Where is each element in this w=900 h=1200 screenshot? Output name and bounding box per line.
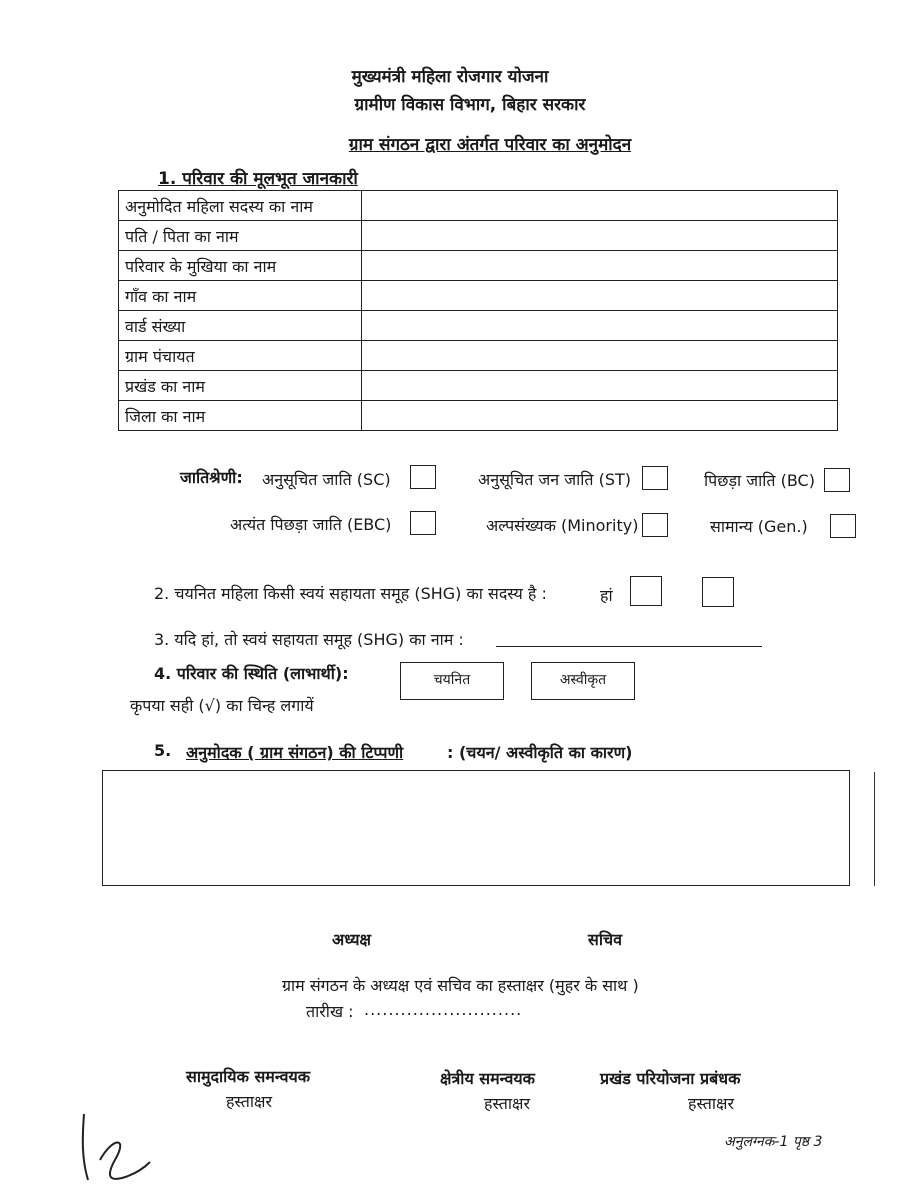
caste-label: जातिश्रेणी: (180, 468, 243, 487)
row-value-field[interactable] (362, 251, 838, 281)
st-checkbox[interactable] (642, 466, 668, 490)
secretary-label: सचिव (588, 930, 623, 949)
row-value-field[interactable] (362, 191, 838, 221)
caste-option-minority: अल्पसंख्यक (Minority) (486, 516, 639, 535)
shg-member-question: 2. चयनित महिला किसी स्वयं सहायता समूह (SHG) का सदस्य है : (154, 584, 547, 603)
status-rejected-label: अस्वीकृत (559, 672, 607, 688)
caste-option-ebc: अत्यंत पिछड़ा जाति (EBC) (230, 515, 392, 534)
table-row (119, 221, 838, 251)
row-label: पति / पिता का नाम (119, 221, 362, 251)
minority-checkbox[interactable] (642, 513, 668, 537)
shg-no-checkbox[interactable] (702, 577, 734, 607)
row-value-field[interactable] (362, 281, 838, 311)
department-title: ग्रामीण विकास विभाग, बिहार सरकार (354, 95, 586, 115)
sc-checkbox[interactable] (410, 465, 436, 489)
comment-number: 5. (154, 741, 172, 760)
caste-option-st: अनुसूचित जन जाति (ST) (478, 470, 632, 489)
shg-name-question: 3. यदि हां, तो स्वयं सहायता समूह (SHG) का नाम : (154, 630, 464, 649)
row-label: प्रखंड का नाम (119, 371, 362, 401)
row-label: अनुमोदित महिला सदस्य का नाम (119, 191, 362, 221)
signature-caption: ग्राम संगठन के अध्यक्ष एवं सचिव का हस्ताक्षर (मुहर के साथ ) (282, 976, 639, 995)
family-status-heading: 4. परिवार की स्थिति (लाभार्थी): (154, 664, 349, 683)
community-coordinator-signature: हस्ताक्षर (226, 1092, 273, 1111)
row-label: वार्ड संख्या (119, 311, 362, 341)
shg-name-line[interactable] (496, 646, 762, 647)
handwritten-signature (70, 1110, 160, 1190)
table-row (119, 251, 838, 281)
table-row (119, 341, 838, 371)
status-selected-label: चयनित (433, 672, 471, 688)
row-label: जिला का नाम (119, 401, 362, 431)
comment-heading: अनुमोदक ( ग्राम संगठन) की टिप्पणी (186, 743, 404, 762)
row-label: परिवार के मुखिया का नाम (119, 251, 362, 281)
caste-option-gen: सामान्य (Gen.) (710, 517, 808, 536)
ebc-checkbox[interactable] (410, 511, 436, 535)
caste-option-bc: पिछड़ा जाति (BC) (704, 471, 815, 490)
table-row (119, 401, 838, 431)
row-value-field[interactable] (362, 311, 838, 341)
area-coordinator-title: क्षेत्रीय समन्वयक (440, 1069, 535, 1088)
comment-textarea[interactable] (102, 770, 850, 886)
table-row (119, 371, 838, 401)
shg-yes-label: हां (600, 586, 613, 605)
row-value-field[interactable] (362, 371, 838, 401)
table-row (119, 311, 838, 341)
shg-yes-checkbox[interactable] (630, 576, 662, 606)
comment-suffix: : (चयन/ अस्वीकृति का कारण) (447, 743, 633, 762)
status-selected-button[interactable] (400, 662, 504, 700)
scheme-title: मुख्यमंत्री महिला रोजगार योजना (351, 67, 549, 87)
margin-mark (874, 772, 875, 886)
row-label: गाँव का नाम (119, 281, 362, 311)
block-manager-signature: हस्ताक्षर (688, 1094, 735, 1113)
family-info-table (118, 190, 838, 431)
date-field[interactable]: .......................... (364, 1000, 523, 1019)
community-coordinator-title: सामुदायिक समन्वयक (186, 1067, 311, 1086)
row-value-field[interactable] (362, 401, 838, 431)
row-label: ग्राम पंचायत (119, 341, 362, 371)
president-label: अध्यक्ष (332, 930, 371, 949)
form-title: ग्राम संगठन द्वारा अंतर्गत परिवार का अनुमोदन (348, 135, 632, 155)
section1-heading: 1. परिवार की मूलभूत जानकारी (158, 169, 358, 189)
row-value-field[interactable] (362, 341, 838, 371)
date-label: तारीख : (306, 1002, 354, 1021)
table-row (119, 281, 838, 311)
gen-checkbox[interactable] (830, 514, 856, 538)
bc-checkbox[interactable] (824, 468, 850, 492)
status-rejected-button[interactable] (531, 662, 635, 700)
block-manager-title: प्रखंड परियोजना प्रबंधक (600, 1069, 741, 1088)
area-coordinator-signature: हस्ताक्षर (484, 1094, 531, 1113)
page-reference: अनुलग्नक-1 पृष्ठ 3 (724, 1134, 823, 1150)
tick-instruction: कृपया सही (√) का चिन्ह लगायें (130, 696, 314, 715)
caste-option-sc: अनुसूचित जाति (SC) (262, 470, 391, 489)
table-row (119, 191, 838, 221)
row-value-field[interactable] (362, 221, 838, 251)
